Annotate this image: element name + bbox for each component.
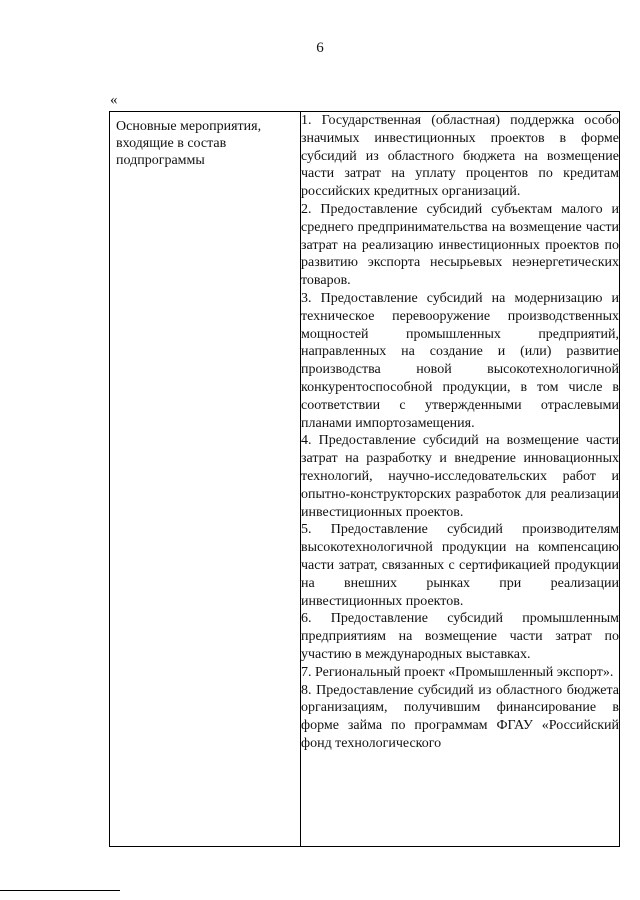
opening-quote-mark: « bbox=[110, 92, 118, 108]
measures-table bbox=[109, 111, 620, 847]
item-text: Предоставление субсидий на возмещение части затрат на разработку и внедрение инновационных технологий, научно-исследовательских работ и опытно-конструкторских разработок для реализации инвестиционных проектов. bbox=[301, 433, 619, 520]
measures-label: Основные мероприятия, входящие в состав подпрограммы bbox=[116, 119, 262, 168]
item-number: 3. bbox=[301, 290, 312, 306]
page-number: 6 bbox=[316, 40, 324, 56]
item-number: 4. bbox=[301, 433, 312, 449]
item-number: 8. bbox=[301, 682, 312, 698]
item-text: Предоставление субсидий на модернизацию и техническое перевооружение производственных мощностей промышленных предприятий, направленных на создание и (или) развитие производства новой высокотехнологичной конкурентоспособной продукции, в том числе в соответствии с утвержденными отраслевыми планами импортозамещения. bbox=[301, 290, 619, 431]
item-number: 6. bbox=[301, 611, 312, 627]
item-text: Региональный проект «Промышленный экспорт». bbox=[315, 664, 614, 680]
list-item bbox=[301, 290, 619, 432]
list-item bbox=[301, 432, 619, 521]
item-number: 2. bbox=[301, 201, 312, 217]
item-number: 7. bbox=[301, 664, 312, 680]
item-number: 1. bbox=[301, 113, 312, 128]
label-cell bbox=[110, 112, 301, 847]
list-item bbox=[301, 664, 619, 682]
item-text: Предоставление субсидий из областного бюджета организациям, получившим финансирование в форме займа по программам ФГАУ «Российский фонд технологического bbox=[301, 682, 620, 751]
list-item bbox=[301, 112, 619, 201]
item-text: Предоставление субсидий субъектам малого и среднего предпринимательства на возмещение части затрат на реализацию инвестиционных проектов по развитию экспорта несырьевых неэнергетических товаров. bbox=[301, 201, 619, 289]
list-item bbox=[301, 521, 619, 610]
item-text: Государственная (областная) поддержка особо значимых инвестиционных проектов в форме субсидий из областного бюджета на возмещение части затрат на уплату процентов по кредитам российских кредитных организаций. bbox=[301, 113, 619, 200]
item-text: Предоставление субсидий производителям высокотехнологичной продукции на компенсацию части затрат, связанных с сертификацией продукции на внешних рынках при реализации инвестиционных проектов. bbox=[301, 522, 619, 609]
item-text: Предоставление субсидий промышленным предприятиям на возмещение части затрат по участию в международных выставках. bbox=[301, 611, 619, 662]
list-item bbox=[301, 682, 619, 753]
item-number: 5. bbox=[301, 522, 312, 538]
measures-list-cell bbox=[301, 112, 620, 847]
list-item bbox=[301, 610, 619, 663]
table-row bbox=[110, 112, 620, 847]
footnote-rule bbox=[0, 890, 120, 891]
list-item bbox=[301, 201, 619, 290]
